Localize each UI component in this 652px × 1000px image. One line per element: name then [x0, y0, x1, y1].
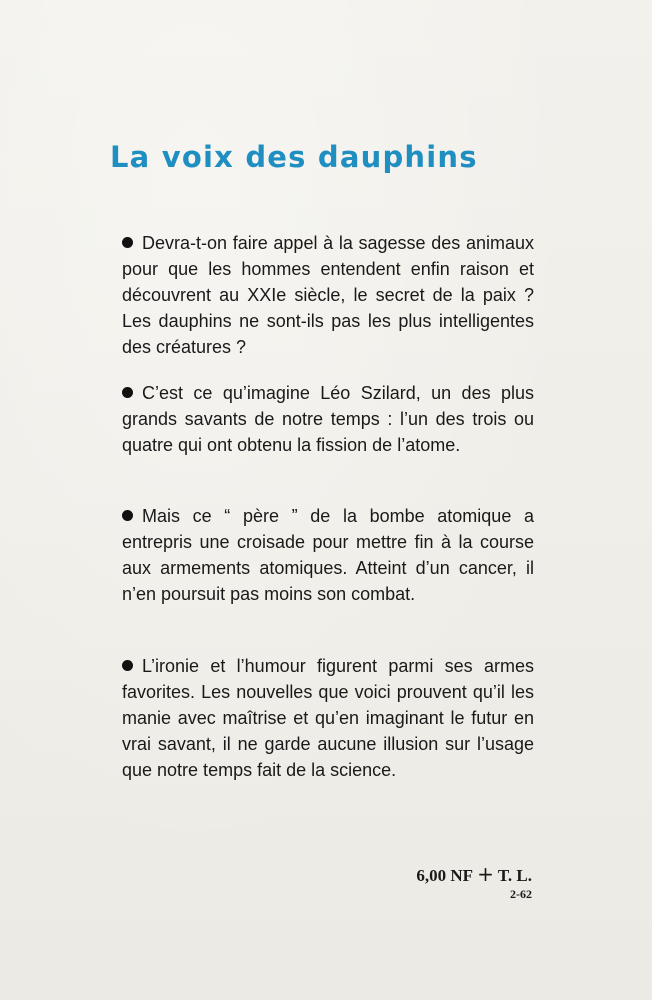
print-code: 2-62 [510, 887, 532, 901]
bullet-icon [122, 387, 133, 398]
bullet-icon [122, 660, 133, 671]
blurb-paragraph-1 [122, 230, 534, 360]
price-tax: T. L. [497, 866, 532, 885]
blurb-paragraph-4 [122, 653, 534, 783]
paragraph-text: C’est ce qu’imagine Léo Szilard, un des plus grands savants de notre temps : l’un des trois ou quatre qui ont obtenu la fission de l’atome. [122, 383, 534, 455]
paragraph-text: L’ironie et l’humour figurent parmi ses armes favorites. Les nouvelles que voici prouvent qu’il les manie avec maîtrise et qu’en imaginant le futur en vrai savant, il ne garde aucune illusion sur l’usage que notre temps fait de la science. [122, 656, 534, 780]
paragraph-text: Devra-t-on faire appel à la sagesse des animaux pour que les hommes entendent enfin raison et découvrent au XXIe siècle, le secret de la paix ? Les dauphins ne sont-ils pas les plus intelligentes des créatures ? [122, 233, 534, 357]
paragraph-text: Mais ce “ père ” de la bombe atomique a entrepris une croisade pour mettre fin à la course aux armements atomiques. Atteint d’un cancer, il n’en poursuit pas moins son combat. [122, 506, 534, 604]
plus-sign: + [477, 862, 494, 886]
blurb-paragraph-2 [122, 380, 534, 458]
blurb-paragraph-3 [122, 503, 534, 607]
book-title: La voix des dauphins [110, 140, 478, 174]
bullet-icon [122, 510, 133, 521]
bullet-icon [122, 237, 133, 248]
price-label [360, 862, 532, 886]
price-amount: 6,00 NF [416, 866, 474, 885]
